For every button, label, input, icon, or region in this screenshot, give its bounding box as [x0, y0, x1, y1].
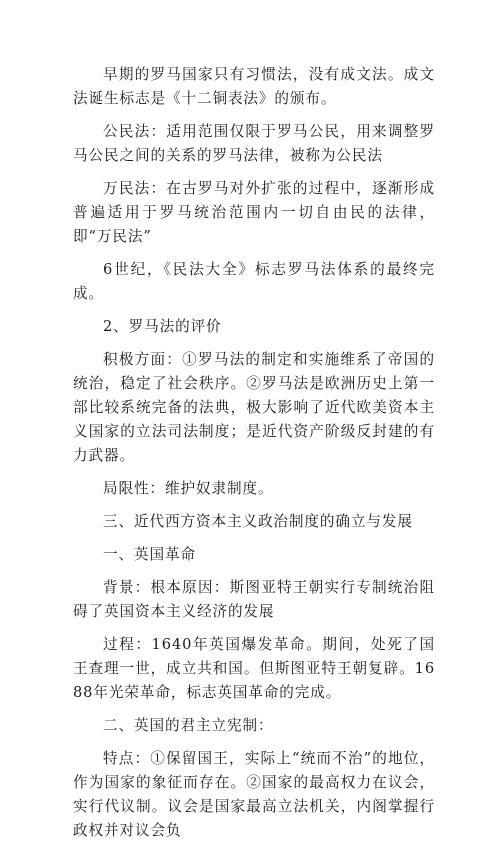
section-heading-english-revolution: 一、英国革命 — [103, 546, 196, 563]
section-heading-constitutional-monarchy: 二、英国的君主立宪制： — [103, 717, 274, 734]
paragraph-positive-aspects: 积极方面：①罗马法的制定和实施维系了帝国的统治，稳定了社会秩序。②罗马法是欧洲历史上第一部比较系统完备的法典，极大影响了近代欧美资本主义国家的立法司法制度；是近代资产阶级反封建的有力武器。 — [73, 351, 435, 464]
section-heading-modern-western-politics: 三、近代西方资本主义政治制度的确立与发展 — [103, 513, 413, 530]
paragraph-characteristics: 特点：①保留国王，实际上“统而不治”的地位，作为国家的象征而存在。②国家的最高权力在议会，实行代议制。议会是国家最高立法机关，内阁掌握行政权并对议会负 — [73, 750, 435, 839]
section-heading-roman-law-evaluation: 2、罗马法的评价 — [103, 318, 222, 335]
paragraph-limitations: 局限性：维护奴隶制度。 — [103, 480, 274, 497]
paragraph-corpus-juris-civilis: 6世纪，《民法大全》标志罗马法体系的最终完成。 — [73, 261, 435, 302]
paragraph-background: 背景：根本原因：斯图亚特王朝实行专制统治阻碍了英国资本主义经济的发展 — [73, 579, 435, 620]
paragraph-process: 过程：1640年英国爆发革命。期间，处死了国王查理一世，成立共和国。但斯图亚特王朝复辟。1688年光荣革命，标志英国革命的完成。 — [73, 636, 435, 701]
paragraph-law-of-nations: 万民法：在古罗马对外扩张的过程中，逐渐形成普遍适用于罗马统治范围内一切自由民的法律，即“万民法” — [73, 180, 435, 245]
paragraph-civil-law: 公民法：适用范围仅限于罗马公民，用来调整罗马公民之间的关系的罗马法律，被称为公民法 — [73, 123, 435, 164]
paragraph-early-roman-law: 早期的罗马国家只有习惯法，没有成文法。成文法诞生标志是《十二铜表法》的颁布。 — [73, 66, 435, 107]
document-body — [73, 63, 435, 852]
